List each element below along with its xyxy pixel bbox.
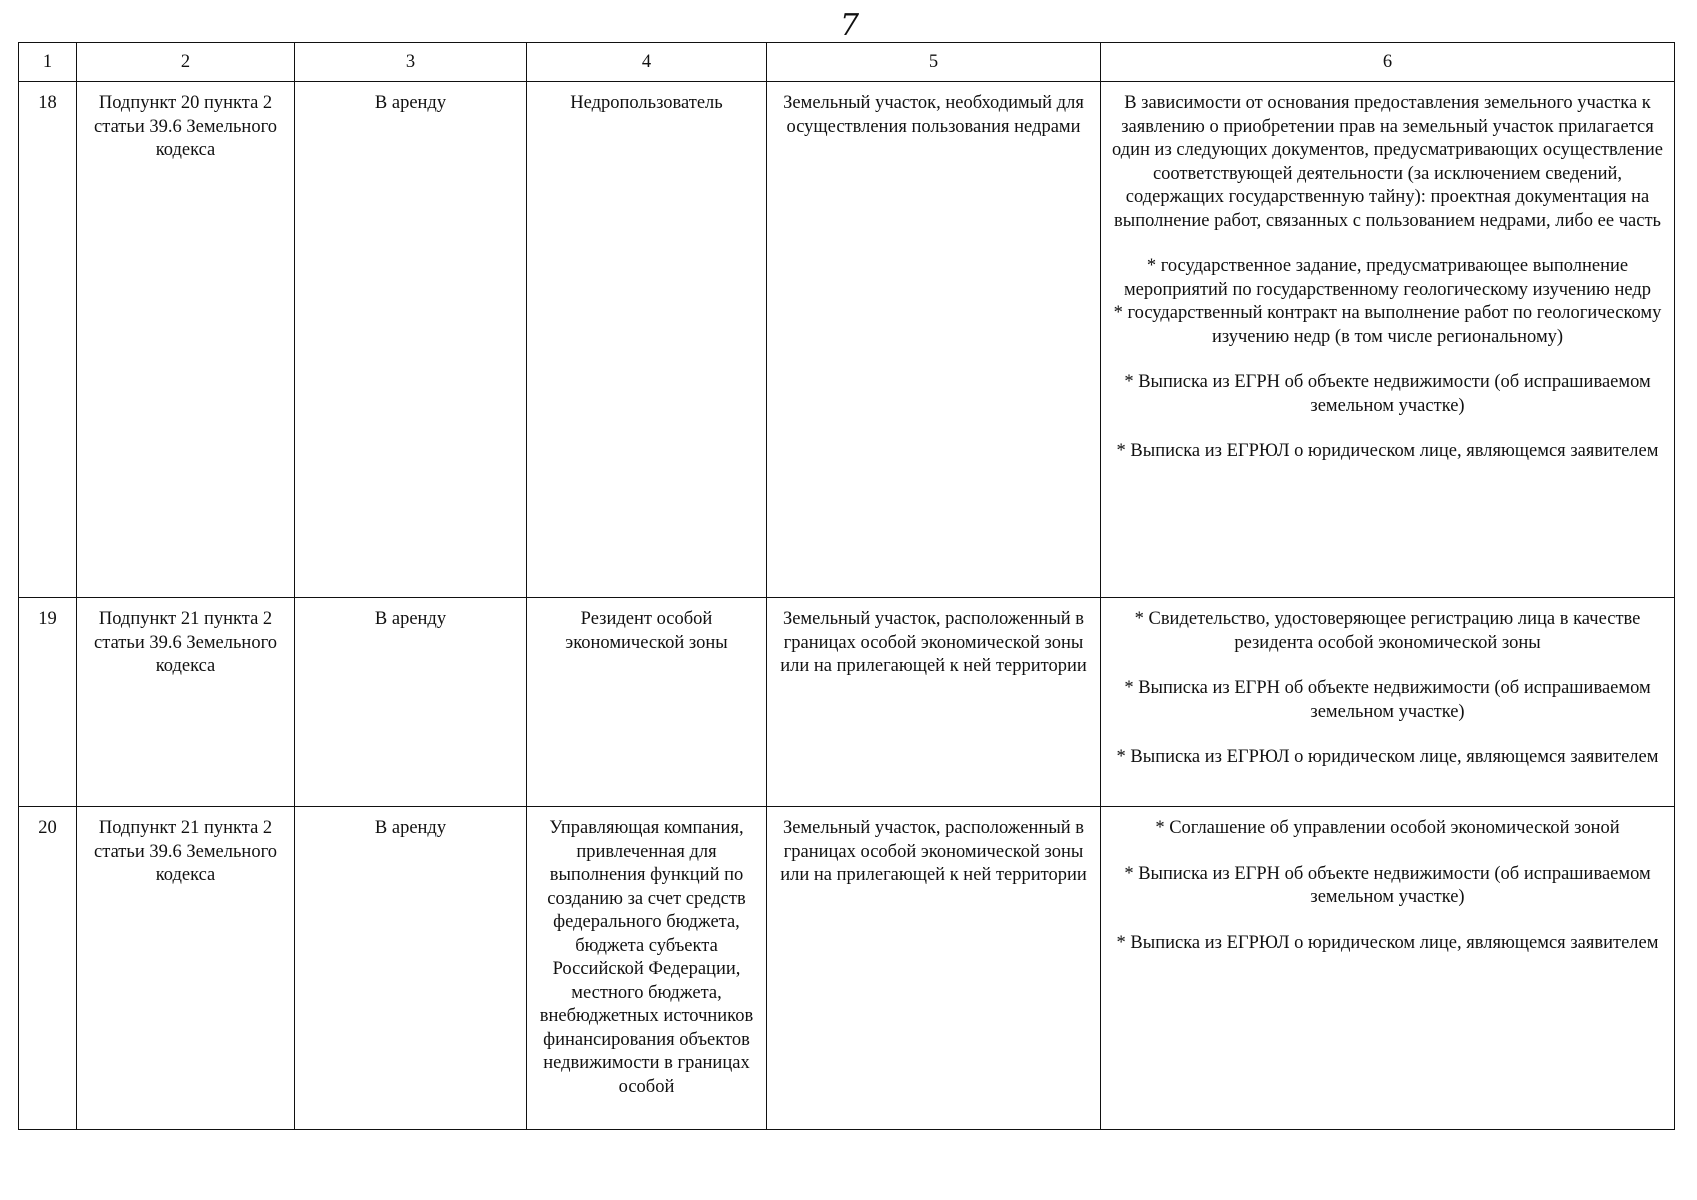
right-type-cell: В аренду (295, 598, 527, 807)
documents-cell (1101, 82, 1675, 598)
legal-basis-cell: Подпункт 20 пункта 2 статьи 39.6 Земельного кодекса (77, 82, 295, 598)
table-row (19, 807, 1675, 1130)
document-item: * Соглашение об управлении особой экономической зоной (1155, 818, 1620, 838)
column-header-5: 5 (767, 43, 1101, 82)
legal-basis-cell: Подпункт 21 пункта 2 статьи 39.6 Земельного кодекса (77, 598, 295, 807)
land-rights-table (18, 42, 1675, 1130)
document-item: * Выписка из ЕГРЮЛ о юридическом лице, являющемся заявителем (1116, 441, 1659, 461)
table-header-row (19, 43, 1675, 82)
land-plot-cell: Земельный участок, расположенный в границах особой экономической зоны или на прилегающей к ней территории (767, 807, 1101, 1130)
document-item: * государственное задание, предусматривающее выполнение мероприятий по государственному геологическому изучению недр (1123, 256, 1652, 300)
documents-cell (1101, 807, 1675, 1130)
documents-cell (1101, 598, 1675, 807)
legal-basis-cell: Подпункт 21 пункта 2 статьи 39.6 Земельного кодекса (77, 807, 295, 1130)
document-item: * Выписка из ЕГРЮЛ о юридическом лице, являющемся заявителем (1116, 932, 1659, 953)
page-number: 7 (840, 8, 860, 43)
land-plot-cell: Земельный участок, расположенный в границах особой экономической зоны или на прилегающей к ней территории (767, 598, 1101, 807)
row-number: 20 (19, 807, 77, 1130)
document-item: * Свидетельство, удостоверяющее регистрацию лица в качестве резидента особой экономической зоны (1134, 609, 1641, 653)
column-header-2: 2 (77, 43, 295, 82)
land-plot-cell: Земельный участок, необходимый для осуществления пользования недрами (767, 82, 1101, 598)
document-item: * Выписка из ЕГРЮЛ о юридическом лице, являющемся заявителем (1116, 747, 1659, 767)
column-header-1: 1 (19, 43, 77, 82)
applicant-cell: Управляющая компания, привлеченная для выполнения функций по созданию за счет средств федерального бюджета, бюджета субъекта Российской Федерации, местного бюджета, внебюджетных источников финансирования объектов недвижимости в границах особой (527, 807, 767, 1130)
column-header-4: 4 (527, 43, 767, 82)
applicant-cell: Недропользователь (527, 82, 767, 598)
right-type-cell: В аренду (295, 807, 527, 1130)
document-item: * Выписка из ЕГРН об объекте недвижимости (об испрашиваемом земельном участке) (1124, 372, 1651, 416)
column-header-6: 6 (1101, 43, 1675, 82)
table-row (19, 598, 1675, 807)
document-item: * государственный контракт на выполнение работ по геологическому изучению недр (в том числе региональному) (1113, 303, 1662, 347)
applicant-cell: Резидент особой экономической зоны (527, 598, 767, 807)
right-type-cell: В аренду (295, 82, 527, 598)
document-item: В зависимости от основания предоставления земельного участка к заявлению о приобретении прав на земельный участок прилагается один из следующих документов, предусматривающих осуществление соответствующей деятельности (за исключением сведений, содержащих государственную тайну): проектная документация на выполнение работ, связанных с пользованием недрами, либо ее часть (1112, 93, 1663, 231)
row-number: 19 (19, 598, 77, 807)
document-item: * Выписка из ЕГРН об объекте недвижимости (об испрашиваемом земельном участке) (1124, 863, 1651, 907)
column-header-3: 3 (295, 43, 527, 82)
table-row (19, 82, 1675, 598)
row-number: 18 (19, 82, 77, 598)
document-item: * Выписка из ЕГРН об объекте недвижимости (об испрашиваемом земельном участке) (1124, 678, 1651, 722)
